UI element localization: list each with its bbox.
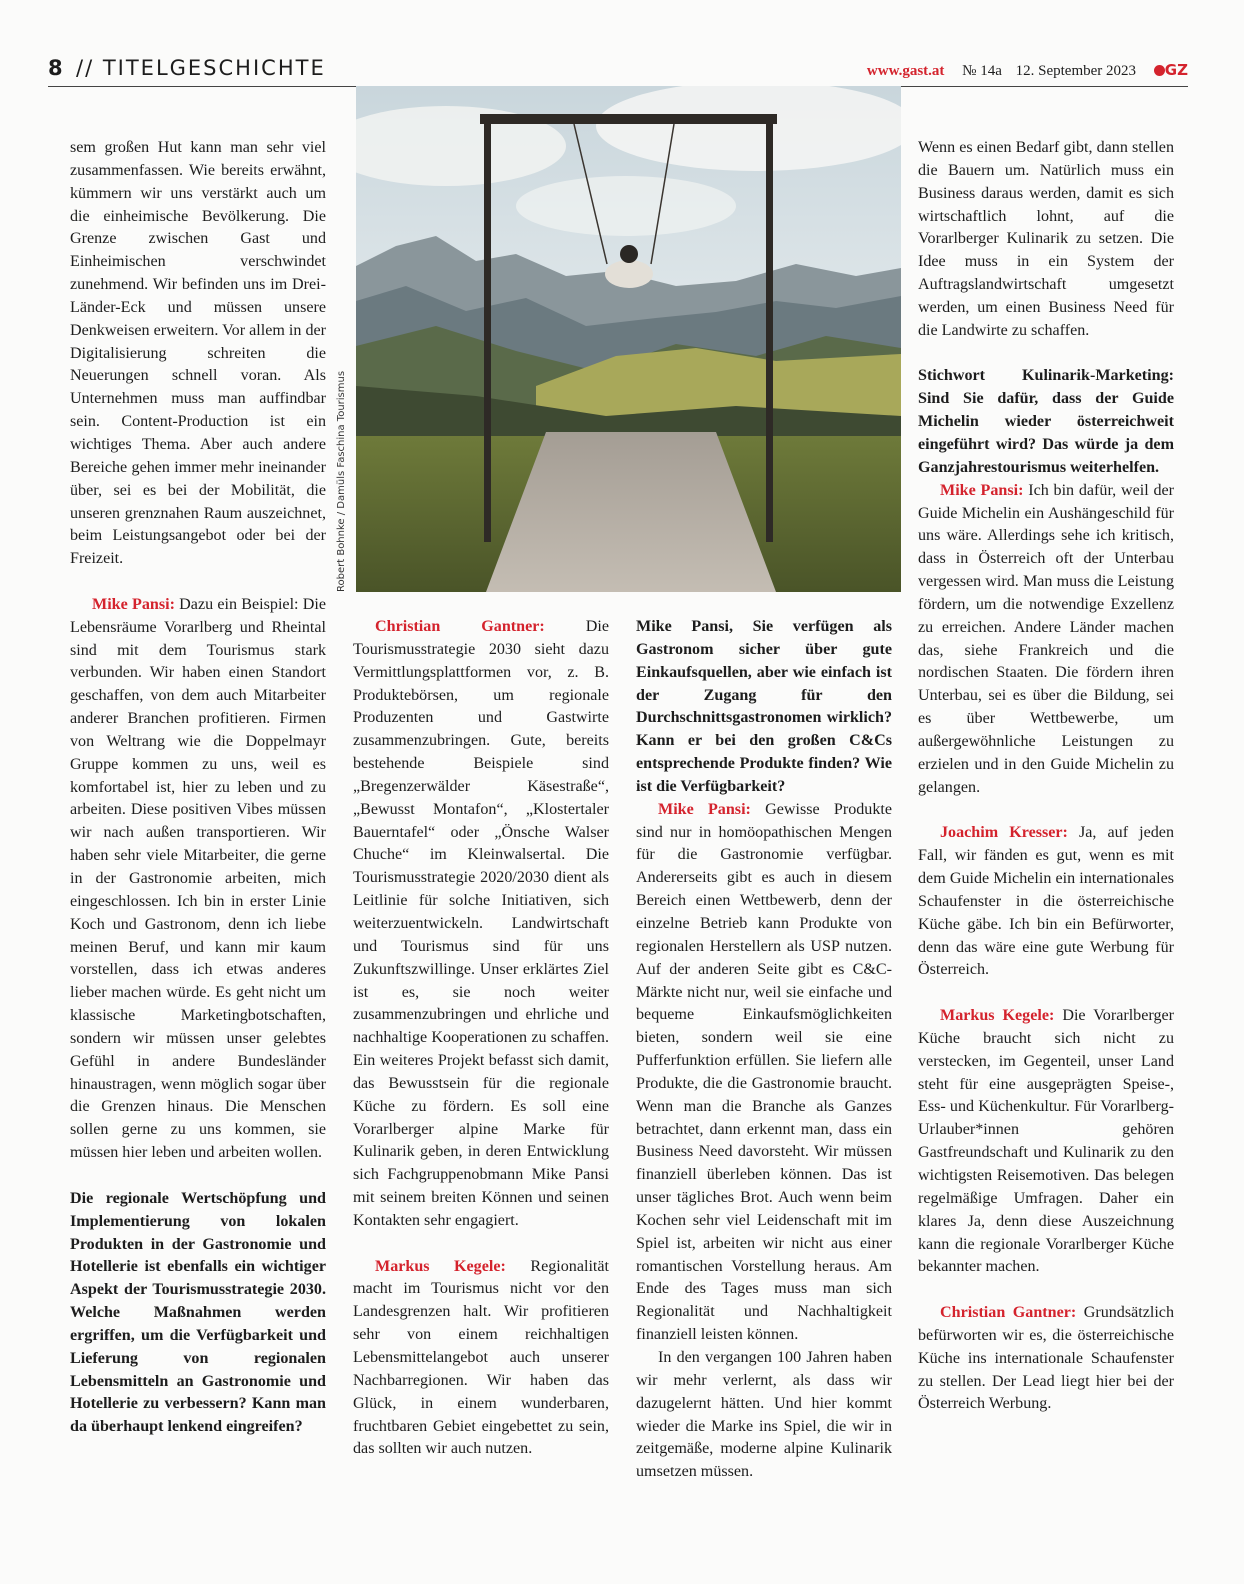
- answer-paragraph: [353, 1256, 609, 1462]
- photo-credit: [336, 360, 352, 592]
- speaker-name: Mike Pansi:: [658, 800, 751, 818]
- issue-number: № 14a: [962, 63, 1002, 79]
- article-column-1: [70, 137, 326, 1439]
- article-photo-swing: [356, 86, 901, 592]
- answer-paragraph: [636, 799, 892, 1347]
- interview-question: Die regionale Wertschöpfung und Implementierung von lokalen Produkten in der Gastronomie und Hotellerie ist ebenfalls ein wichtiger Aspekt der Tourismusstrategie 2030. Welche Maßnahmen werden ergriffen, um die Verfügbarkeit und Lieferung von regionalen Lebensmitteln an Gastronomie und Hotellerie zu verbessern? Kann man da überhaupt lenkend eingreifen?: [70, 1189, 326, 1436]
- answer-text: Grundsätzlich befürworten wir es, die österreichische Küche ins internationale Schaufenster zu stellen. Der Lead liegt hier bei der Österreich Werbung.: [918, 1304, 1174, 1413]
- answer-paragraph: [918, 1005, 1174, 1279]
- brand-logo: GZ: [1164, 61, 1188, 79]
- section-title: // TITELGESCHICHTE: [76, 56, 326, 80]
- website-link[interactable]: www.gast.at: [866, 63, 945, 79]
- swing-landscape-image: [356, 86, 901, 592]
- answer-text: Dazu ein Beispiel: Die Lebensräume Vorarlberg und Rheintal sind mit dem Tourismus stark verbunden. Wir haben einen Standort geschaffen, von dem auch Mitarbeiter anderer Branchen profitieren. Firmen von Weltrang wie die Doppelmayr Gruppe kommen zu uns, weil es komfortabel ist, hier zu leben und zu arbeiten. Diese positiven Vibes müssen wir nach außen transportieren. Wir haben sehr viele Mitarbeiter, die gerne in der Gastronomie arbeiten, mich eingeschlossen. Ich bin in erster Linie Koch und Gastronom, denn ich liebe meinen Beruf, und kann mir kaum vorstellen, dass ich etwas anderes lieber machen würde. Es geht nicht um klassische Marketingbotschaften, sondern wir müssen unser gelebtes Gefühl in andere Bundesländer hinaustragen, wenn möglich sogar über die Grenzen hinaus. Die Menschen sollen gerne zu uns kommen, sie müssen hier leben und arbeiten wollen.: [70, 595, 327, 1162]
- speaker-name: Mike Pansi:: [92, 595, 175, 613]
- article-column-4: [918, 137, 1174, 1416]
- logo-dot-icon: [1154, 65, 1165, 76]
- answer-paragraph: [353, 616, 609, 1233]
- speaker-name: Christian Gantner:: [375, 618, 545, 635]
- paragraph: In den vergangen 100 Jahren haben wir mehr verlernt, als dass wir dazugelernt hätten. Und hier kommt wieder die Marke ins Spiel, die wir in zeitgemäße, moderne alpine Kulinarik umsetzen müssen.: [636, 1349, 892, 1481]
- speaker-name: Markus Kegele:: [940, 1007, 1055, 1025]
- answer-text: Die Tourismusstrategie 2030 sieht dazu Vermittlungsplattformen vor, z. B. Produktebörsen, um regionale Produzenten und Gastwirte zusammenzubringen. Gute, bereits bestehende Beispiele sind „Bregenzerwälder Käsestraße“, „Bewusst Montafon“, „Klostertaler Bauerntafel“ oder „Önsche Walser Chuche“ im Kleinwalsertal. Die Tourismusstrategie 2020/2030 dient als Leitlinie für solche Initiativen, sich weiterzuentwickeln. Landwirtschaft und Tourismus sind für uns Zukunftszwillinge. Unser erklärtes Ziel ist es, sie noch weiter zusammenzubringen und ehrliche und nachhaltige Kooperationen zu schaffen. Ein weiteres Projekt befasst sich damit, das Bewusstsein für die regionale Küche zu fördern. Es soll eine Vorarlberger alpine Marke für Kulinarik geben, in deren Entwicklung sich Fachgruppenobmann Mike Pansi mit seinem breiten Können und seinen Kontakten sehr engagiert.: [353, 618, 609, 1229]
- answer-paragraph: [918, 822, 1174, 982]
- paragraph: Wenn es einen Bedarf gibt, dann stellen die Bauern um. Natürlich muss ein Business daraus werden, damit es sich wirtschaftlich lohnt, auf die Vorarlberger Kulinarik zu setzen. Die Idee muss in ein System der Auftragslandwirtschaft umgesetzt werden, um einen Business Need für die Landwirte zu schaffen.: [918, 139, 1174, 339]
- answer-text: Regionalität macht im Tourismus nicht vor den Landesgrenzen halt. Wir profitieren sehr von einem reichhaltigen Lebensmittelangebot auch unserer Nachbarregionen. Wir haben das Glück, in einem wunderbaren, fruchtbaren Gebiet eingebettet zu sein, das sollten wir auch nutzen.: [353, 1257, 609, 1458]
- header-meta: [867, 61, 1188, 80]
- speaker-name: Christian Gantner:: [940, 1304, 1077, 1322]
- paragraph: sem großen Hut kann man sehr viel zusammenfassen. Wie bereits erwähnt, kümmern wir uns verstärkt auch um die einheimische Bevölkerung. Die Grenze zwischen Gast und Einheimischen verschwindet zunehmend. Wir befinden uns im Drei-Länder-Eck und müssen unsere Denkweisen erweitern. Vor allem in der Digitalisierung schreiten die Neuerungen schnell voran. Als Unternehmen muss man auffindbar sein. Content-Production ist ein wichtiges Thema. Aber auch andere Bereiche gehen immer mehr ineinander über, sei es bei der Mobilität, die unseren grenznahen Raum auszeichnet, beim Leistungsangebot oder bei der Freizeit.: [70, 139, 326, 568]
- answer-paragraph: [918, 480, 1174, 800]
- speaker-name: Mike Pansi:: [940, 481, 1024, 499]
- interview-question: Stichwort Kulinarik-Marketing: Sind Sie dafür, dass der Guide Michelin wieder österreichweit eingeführt wird? Das würde ja dem Ganzjahrestourismus weiterhelfen.: [918, 367, 1174, 476]
- article-column-3: [636, 616, 892, 1484]
- speaker-name: Markus Kegele:: [375, 1257, 506, 1275]
- page-number: 8: [48, 56, 64, 80]
- answer-text: Gewisse Produkte sind nur in homöopathischen Mengen für die Gastronomie verfügbar. Andererseits gibt es auch in diesem Bereich einen Wettbewerb, denn der einzelne Betrieb kann Produkte von regionalen Herstellern als USP nutzen. Auf der anderen Seite gibt es C&C-Märkte nicht nur, weil sie einfache und bequeme Einkaufsmöglichkeiten bieten, sondern weil sie eine Pufferfunktion erfüllen. Sie liefern alle Produkte, die die Gastronomie braucht. Wenn man die Branche als Ganzes betrachtet, dann erkennt man, dass ein Business Need davorsteht. Wir müssen finanziell überleben können. Das ist unser tägliches Brot. Auch wenn beim Kochen sehr viel Leidenschaft mit im Spiel ist, arbeiten wir nicht aus einer romantischen Vorstellung heraus. Am Ende des Tages muss man sich Regionalität und Nachhaltigkeit finanziell leisten können.: [636, 800, 892, 1344]
- page-header: [48, 54, 1188, 87]
- issue-date: 12. September 2023: [1015, 63, 1137, 79]
- answer-text: Ja, auf jeden Fall, wir fänden es gut, wenn es mit dem Guide Michelin ein internationales Schaufenster in die österreichische Küche gäbe. Ich bin ein Befürworter, denn das wäre eine gute Werbung für Österreich.: [918, 824, 1174, 979]
- answer-paragraph: [918, 1302, 1174, 1416]
- speaker-name: Joachim Kresser:: [940, 824, 1068, 842]
- interview-question: Mike Pansi, Sie verfügen als Gastronom sicher über gute Einkaufsquellen, aber wie einfach ist der Zugang für den Durchschnittsgastronomen wirklich? Kann er bei den großen C&Cs entsprechende Produkte finden? Wie ist die Verfügbarkeit?: [636, 618, 892, 795]
- photo-credit-text: Robert Bohnke / Damüls Faschina Tourismus: [336, 370, 347, 592]
- answer-text: Die Vorarlberger Küche braucht sich nicht zu verstecken, im Gegenteil, unser Land steht für eine ausgeprägten Speise-, Ess- und Küchenkultur. Für Vorarlberg-Urlauber*innen gehören Gastfreundschaft und Kulinarik zu den wichtigsten Reisemotiven. Das belegen regelmäßige Umfragen. Daher ein klares Ja, denn diese Auszeichnung kann die regionale Vorarlberger Küche bekannter machen.: [918, 1007, 1174, 1276]
- answer-paragraph: [70, 594, 326, 1165]
- answer-text: Ich bin dafür, weil der Guide Michelin ein Aushängeschild für uns wäre. Allerdings sehe ich kritisch, dass in Österreich oft der Unterbau vergessen wird. Man muss die Leistung fördern, um die notwendige Exzellenz zu erreichen. Andere Länder machen das, siehe Frankreich und die nordischen Staaten. Die fördern ihren Unterbau, sei es über die Bildung, sei es über Wettbewerbe, um außergewöhnliche Leistungen zu erzielen und in den Guide Michelin zu gelangen.: [918, 481, 1175, 796]
- article-column-2: [353, 616, 609, 1461]
